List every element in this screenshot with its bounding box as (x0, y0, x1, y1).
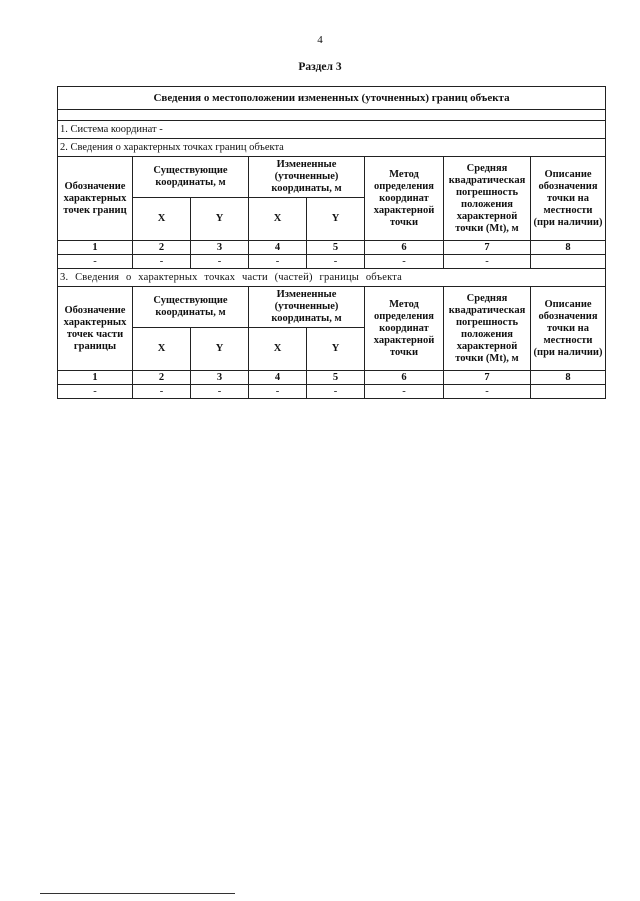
section2-data-row (58, 255, 606, 269)
table-cell: 5 (307, 371, 365, 385)
table-cell: - (133, 385, 191, 399)
table-cell: 2 (133, 241, 191, 255)
boundary-table (57, 86, 606, 399)
table-cell: 3 (191, 371, 249, 385)
section3-changed-x: X (249, 328, 307, 371)
section3-col-existing: Существующие координаты, м (133, 287, 249, 328)
section3-number-row (58, 371, 606, 385)
section-title: Раздел 3 (298, 61, 342, 73)
table-cell: 4 (249, 371, 307, 385)
table-cell: 2 (133, 371, 191, 385)
section3-changed-y: Y (307, 328, 365, 371)
table-cell: - (58, 385, 133, 399)
page-number: 4 (317, 34, 323, 46)
section2-existing-y: Y (191, 198, 249, 241)
section3-col-changed: Измененные (уточненные) координаты, м (249, 287, 365, 328)
section3-data-row (58, 385, 606, 399)
table-cell: 6 (365, 371, 444, 385)
table-cell: 1 (58, 371, 133, 385)
section2-col-description: Описание обозначения точки на местности (при наличии) (531, 157, 606, 241)
section3-col-error: Средняя квадратическая погрешность положения характерной точки (Mt), м (444, 287, 531, 371)
table-cell (531, 255, 606, 269)
table-title: Сведения о местоположении измененных (уточненных) границ объекта (58, 87, 606, 110)
table-cell: - (58, 255, 133, 269)
table-cell: - (444, 385, 531, 399)
table-cell: - (365, 255, 444, 269)
table-cell (531, 385, 606, 399)
table-cell: 3 (191, 241, 249, 255)
spacer-row (58, 110, 606, 121)
section3-existing-y: Y (191, 328, 249, 371)
table-cell: 5 (307, 241, 365, 255)
table-cell: - (307, 385, 365, 399)
table-cell: - (365, 385, 444, 399)
table-cell: 6 (365, 241, 444, 255)
section3-col-point-label: Обозначение характерных точек части границы (58, 287, 133, 371)
section3-col-method: Метод определения координат характерной точки (365, 287, 444, 371)
section2-col-method: Метод определения координат характерной точки (365, 157, 444, 241)
table-cell: 7 (444, 371, 531, 385)
section2-col-changed: Измененные (уточненные) координаты, м (249, 157, 365, 198)
section2-changed-y: Y (307, 198, 365, 241)
section3-title: 3. Сведения о характерных точках части (частей) границы объекта (58, 269, 606, 287)
section2-existing-x: X (133, 198, 191, 241)
table-cell: - (133, 255, 191, 269)
section2-number-row (58, 241, 606, 255)
section3-col-description: Описание обозначения точки на местности (при наличии) (531, 287, 606, 371)
table-cell: - (444, 255, 531, 269)
table-cell: 1 (58, 241, 133, 255)
table-cell: 7 (444, 241, 531, 255)
section2-title: 2. Сведения о характерных точках границ объекта (58, 139, 606, 157)
table-cell: 8 (531, 241, 606, 255)
section2-col-point-label: Обозначение характерных точек границ (58, 157, 133, 241)
table-cell: - (191, 255, 249, 269)
footer-divider (40, 893, 235, 894)
table-cell: - (307, 255, 365, 269)
table-cell: 8 (531, 371, 606, 385)
coordinate-system: 1. Система координат - (58, 121, 606, 139)
section2-col-existing: Существующие координаты, м (133, 157, 249, 198)
table-cell: 4 (249, 241, 307, 255)
section3-existing-x: X (133, 328, 191, 371)
table-cell: - (249, 255, 307, 269)
section2-changed-x: X (249, 198, 307, 241)
section2-col-error: Средняя квадратическая погрешность положения характерной точки (Mt), м (444, 157, 531, 241)
table-cell: - (191, 385, 249, 399)
table-cell: - (249, 385, 307, 399)
